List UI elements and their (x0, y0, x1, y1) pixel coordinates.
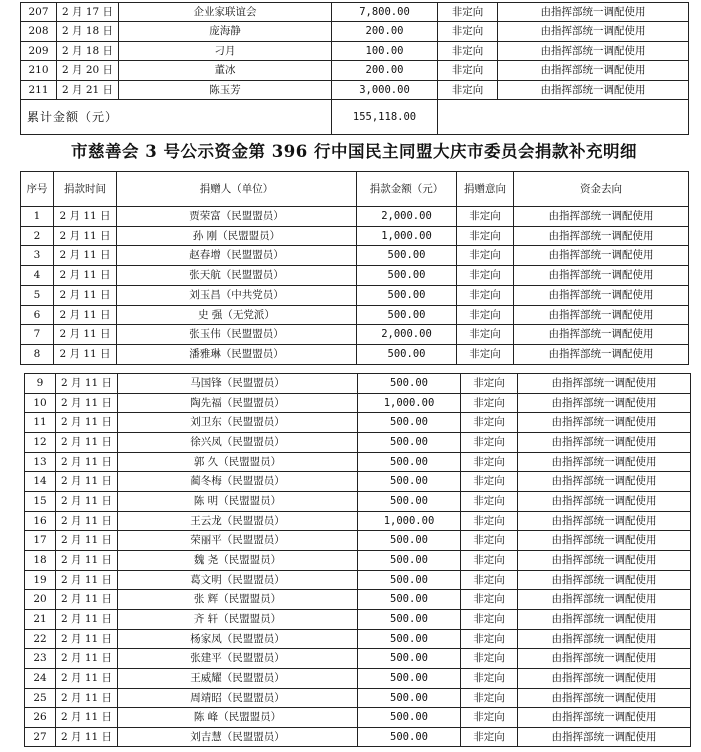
cell-no: 6 (21, 305, 54, 325)
cell-donor: 刁月 (119, 41, 332, 60)
cell-amount: 2,000.00 (357, 325, 457, 345)
cell-no: 8 (21, 344, 54, 364)
cell-intent: 非定向 (461, 727, 518, 747)
table-row (21, 3, 689, 22)
cell-intent: 非定向 (461, 472, 518, 492)
cell-amount: 500.00 (358, 649, 461, 669)
cell-date: 2 月 11 日 (56, 668, 118, 688)
cell-intent: 非定向 (457, 226, 514, 246)
cell-date: 2 月 11 日 (56, 550, 118, 570)
cell-use: 由指挥部统一调配使用 (518, 590, 691, 610)
cell-donor: 徐兴凤（民盟盟员） (118, 432, 358, 452)
cell-use: 由指挥部统一调配使用 (518, 570, 691, 590)
cell-amount: 500.00 (358, 413, 461, 433)
cell-amount: 500.00 (358, 491, 461, 511)
cell-no: 11 (25, 413, 56, 433)
cell-date: 2 月 11 日 (56, 727, 118, 747)
cell-date: 2 月 11 日 (56, 570, 118, 590)
cell-donor: 孙 刚（民盟盟员） (117, 226, 357, 246)
cell-date: 2 月 11 日 (56, 452, 118, 472)
cell-date: 2 月 11 日 (54, 305, 117, 325)
cell-use: 由指挥部统一调配使用 (518, 531, 691, 551)
cell-use: 由指挥部统一调配使用 (518, 413, 691, 433)
table-row (21, 61, 689, 80)
table-row (21, 266, 689, 286)
cell-amount: 500.00 (358, 708, 461, 728)
table-header (21, 172, 689, 207)
cell-intent: 非定向 (457, 266, 514, 286)
cell-donor: 王威耀（民盟盟员） (118, 668, 358, 688)
cell-donor: 马国锋（民盟盟员） (118, 374, 358, 394)
cell-intent: 非定向 (461, 590, 518, 610)
table-row (21, 80, 689, 99)
cell-date: 2 月 11 日 (56, 609, 118, 629)
cell-use: 由指挥部统一调配使用 (514, 246, 689, 266)
cell-date: 2 月 11 日 (54, 344, 117, 364)
cell-no: 211 (21, 80, 57, 99)
cell-date: 2 月 11 日 (56, 531, 118, 551)
cell-amount: 500.00 (358, 609, 461, 629)
cell-no: 12 (25, 432, 56, 452)
cell-use: 由指挥部统一调配使用 (518, 491, 691, 511)
cell-date: 2 月 11 日 (56, 708, 118, 728)
cell-intent: 非定向 (461, 393, 518, 413)
cell-amount: 500.00 (358, 727, 461, 747)
cell-no: 22 (25, 629, 56, 649)
cell-intent: 非定向 (461, 452, 518, 472)
cell-use: 由指挥部统一调配使用 (498, 22, 689, 41)
header-amount: 捐款金额（元） (357, 172, 457, 207)
table-row (21, 344, 689, 364)
cell-intent: 非定向 (461, 511, 518, 531)
cell-amount: 100.00 (332, 41, 438, 60)
cell-no: 9 (25, 374, 56, 394)
cell-use: 由指挥部统一调配使用 (514, 344, 689, 364)
cell-no: 4 (21, 266, 54, 286)
cell-use: 由指挥部统一调配使用 (514, 325, 689, 345)
cell-donor: 陈 峰（民盟盟员） (118, 708, 358, 728)
cell-amount: 1,000.00 (358, 393, 461, 413)
cell-use: 由指挥部统一调配使用 (518, 629, 691, 649)
cell-intent: 非定向 (438, 22, 498, 41)
table-row (25, 531, 691, 551)
cell-use: 由指挥部统一调配使用 (498, 3, 689, 22)
cell-donor: 齐 轩（民盟盟员） (118, 609, 358, 629)
cell-date: 2 月 21 日 (57, 80, 119, 99)
cell-no: 5 (21, 285, 54, 305)
table-row (25, 590, 691, 610)
cell-no: 16 (25, 511, 56, 531)
table-row (25, 413, 691, 433)
cell-donor: 荣丽平（民盟盟员） (118, 531, 358, 551)
cell-intent: 非定向 (461, 491, 518, 511)
donation-detail-table-continued (24, 373, 691, 747)
cell-amount: 500.00 (357, 246, 457, 266)
cell-intent: 非定向 (461, 609, 518, 629)
cell-intent: 非定向 (457, 285, 514, 305)
table-row (25, 550, 691, 570)
cell-donor: 潘雅琳（民盟盟员） (117, 344, 357, 364)
cell-donor: 王云龙（民盟盟员） (118, 511, 358, 531)
cell-donor: 张建平（民盟盟员） (118, 649, 358, 669)
cell-no: 210 (21, 61, 57, 80)
cell-date: 2 月 11 日 (56, 511, 118, 531)
cell-donor: 赵春增（民盟盟员） (117, 246, 357, 266)
cell-date: 2 月 20 日 (57, 61, 119, 80)
cell-amount: 500.00 (358, 531, 461, 551)
table-row (25, 432, 691, 452)
cell-no: 20 (25, 590, 56, 610)
cell-amount: 500.00 (358, 472, 461, 492)
table-row (21, 285, 689, 305)
cell-intent: 非定向 (461, 629, 518, 649)
table-row (25, 374, 691, 394)
cell-date: 2 月 11 日 (56, 393, 118, 413)
cell-no: 13 (25, 452, 56, 472)
cell-intent: 非定向 (438, 41, 498, 60)
cell-use: 由指挥部统一调配使用 (518, 609, 691, 629)
cell-date: 2 月 11 日 (54, 325, 117, 345)
cell-date: 2 月 11 日 (56, 649, 118, 669)
cell-no: 10 (25, 393, 56, 413)
cell-date: 2 月 11 日 (54, 207, 117, 227)
cell-date: 2 月 11 日 (56, 472, 118, 492)
cell-no: 18 (25, 550, 56, 570)
cell-date: 2 月 11 日 (56, 374, 118, 394)
cell-donor: 郭 久（民盟盟员） (118, 452, 358, 472)
cell-date: 2 月 11 日 (56, 688, 118, 708)
cell-intent: 非定向 (457, 344, 514, 364)
table-row (25, 511, 691, 531)
cell-use: 由指挥部统一调配使用 (518, 511, 691, 531)
cell-amount: 7,800.00 (332, 3, 438, 22)
table-row (25, 393, 691, 413)
summary-value: 155,118.00 (332, 100, 438, 135)
header-intent: 捐赠意向 (457, 172, 514, 207)
cell-use: 由指挥部统一调配使用 (514, 226, 689, 246)
cell-amount: 500.00 (357, 305, 457, 325)
table-row (21, 325, 689, 345)
cell-amount: 500.00 (358, 570, 461, 590)
cell-donor: 刘玉昌（中共党员） (117, 285, 357, 305)
cell-use: 由指挥部统一调配使用 (518, 668, 691, 688)
table-row (21, 246, 689, 266)
cell-intent: 非定向 (461, 649, 518, 669)
cell-use: 由指挥部统一调配使用 (518, 393, 691, 413)
cell-amount: 500.00 (358, 374, 461, 394)
cell-intent: 非定向 (461, 570, 518, 590)
cell-use: 由指挥部统一调配使用 (514, 266, 689, 286)
cell-use: 由指挥部统一调配使用 (514, 207, 689, 227)
cell-donor: 刘卫东（民盟盟员） (118, 413, 358, 433)
cell-no: 21 (25, 609, 56, 629)
table-row (21, 207, 689, 227)
cell-amount: 1,000.00 (357, 226, 457, 246)
cell-amount: 500.00 (358, 432, 461, 452)
table-row (25, 727, 691, 747)
cell-no: 3 (21, 246, 54, 266)
cell-donor: 蔺冬梅（民盟盟员） (118, 472, 358, 492)
cell-use: 由指挥部统一调配使用 (518, 727, 691, 747)
table-row (25, 688, 691, 708)
cell-no: 209 (21, 41, 57, 60)
cell-intent: 非定向 (438, 3, 498, 22)
table-row (25, 629, 691, 649)
cell-use: 由指挥部统一调配使用 (518, 649, 691, 669)
cell-use: 由指挥部统一调配使用 (518, 374, 691, 394)
cell-use: 由指挥部统一调配使用 (498, 41, 689, 60)
cell-date: 2 月 11 日 (54, 285, 117, 305)
table-row (25, 609, 691, 629)
donation-detail-table (20, 171, 689, 365)
cell-use: 由指挥部统一调配使用 (498, 80, 689, 99)
cell-intent: 非定向 (438, 61, 498, 80)
cell-amount: 200.00 (332, 61, 438, 80)
table-row (25, 649, 691, 669)
cell-donor: 葛文明（民盟盟员） (118, 570, 358, 590)
cell-donor: 张天航（民盟盟员） (117, 266, 357, 286)
cell-use: 由指挥部统一调配使用 (514, 305, 689, 325)
cell-intent: 非定向 (457, 325, 514, 345)
table-row (25, 570, 691, 590)
cell-donor: 贾荣富（民盟盟员） (117, 207, 357, 227)
cell-amount: 500.00 (358, 452, 461, 472)
cell-no: 208 (21, 22, 57, 41)
cell-donor: 张 辉（民盟盟员） (118, 590, 358, 610)
summary-row (21, 100, 689, 135)
header-use: 资金去向 (514, 172, 689, 207)
header-no: 序号 (21, 172, 54, 207)
cell-no: 14 (25, 472, 56, 492)
cell-no: 26 (25, 708, 56, 728)
cell-no: 207 (21, 3, 57, 22)
cell-use: 由指挥部统一调配使用 (498, 61, 689, 80)
cell-donor: 陶先福（民盟盟员） (118, 393, 358, 413)
cell-amount: 200.00 (332, 22, 438, 41)
cell-no: 27 (25, 727, 56, 747)
cell-intent: 非定向 (438, 80, 498, 99)
cell-date: 2 月 11 日 (56, 590, 118, 610)
page-title: 市慈善会 3 号公示资金第 396 行中国民主同盟大庆市委员会捐款补充明细 (71, 142, 637, 161)
cell-date: 2 月 11 日 (56, 413, 118, 433)
cell-amount: 500.00 (358, 688, 461, 708)
cell-donor: 杨家凤（民盟盟员） (118, 629, 358, 649)
cell-no: 25 (25, 688, 56, 708)
cell-intent: 非定向 (461, 708, 518, 728)
cell-intent: 非定向 (461, 550, 518, 570)
cell-use: 由指挥部统一调配使用 (518, 688, 691, 708)
table-row (25, 491, 691, 511)
summary-empty-cell (438, 100, 689, 135)
table-row (25, 708, 691, 728)
cell-intent: 非定向 (461, 413, 518, 433)
table-row (21, 41, 689, 60)
header-donor: 捐赠人（单位） (117, 172, 357, 207)
cell-intent: 非定向 (461, 688, 518, 708)
cell-date: 2 月 11 日 (54, 246, 117, 266)
cell-date: 2 月 11 日 (56, 432, 118, 452)
table-row (25, 452, 691, 472)
cell-intent: 非定向 (457, 207, 514, 227)
cell-no: 23 (25, 649, 56, 669)
previous-donation-table (20, 2, 689, 135)
cell-use: 由指挥部统一调配使用 (518, 432, 691, 452)
cell-use: 由指挥部统一调配使用 (518, 550, 691, 570)
cell-donor: 陈玉芳 (119, 80, 332, 99)
summary-label: 累计金额（元） (21, 100, 332, 135)
cell-no: 24 (25, 668, 56, 688)
cell-amount: 500.00 (358, 629, 461, 649)
cell-donor: 陈 明（民盟盟员） (118, 491, 358, 511)
cell-donor: 董冰 (119, 61, 332, 80)
table-row (21, 305, 689, 325)
cell-date: 2 月 18 日 (57, 41, 119, 60)
cell-use: 由指挥部统一调配使用 (518, 472, 691, 492)
cell-intent: 非定向 (461, 668, 518, 688)
cell-amount: 1,000.00 (358, 511, 461, 531)
table-row (25, 472, 691, 492)
cell-donor: 周靖昭（民盟盟员） (118, 688, 358, 708)
cell-intent: 非定向 (461, 531, 518, 551)
cell-intent: 非定向 (461, 432, 518, 452)
table-row (21, 226, 689, 246)
cell-date: 2 月 17 日 (57, 3, 119, 22)
cell-use: 由指挥部统一调配使用 (518, 708, 691, 728)
cell-date: 2 月 11 日 (56, 629, 118, 649)
cell-intent: 非定向 (457, 246, 514, 266)
cell-use: 由指挥部统一调配使用 (514, 285, 689, 305)
cell-no: 17 (25, 531, 56, 551)
cell-donor: 企业家联谊会 (119, 3, 332, 22)
cell-date: 2 月 11 日 (56, 491, 118, 511)
cell-amount: 500.00 (358, 668, 461, 688)
cell-amount: 500.00 (357, 285, 457, 305)
cell-date: 2 月 18 日 (57, 22, 119, 41)
cell-amount: 3,000.00 (332, 80, 438, 99)
cell-donor: 刘吉慧（民盟盟员） (118, 727, 358, 747)
cell-no: 7 (21, 325, 54, 345)
cell-donor: 史 强（无党派） (117, 305, 357, 325)
table-row (21, 22, 689, 41)
cell-donor: 魏 尧（民盟盟员） (118, 550, 358, 570)
cell-donor: 张玉伟（民盟盟员） (117, 325, 357, 345)
cell-intent: 非定向 (457, 305, 514, 325)
cell-donor: 庞海静 (119, 22, 332, 41)
cell-no: 15 (25, 491, 56, 511)
cell-amount: 500.00 (358, 550, 461, 570)
table-row (25, 668, 691, 688)
cell-no: 1 (21, 207, 54, 227)
cell-use: 由指挥部统一调配使用 (518, 452, 691, 472)
cell-amount: 2,000.00 (357, 207, 457, 227)
cell-no: 19 (25, 570, 56, 590)
cell-date: 2 月 11 日 (54, 266, 117, 286)
cell-no: 2 (21, 226, 54, 246)
cell-date: 2 月 11 日 (54, 226, 117, 246)
cell-amount: 500.00 (358, 590, 461, 610)
cell-intent: 非定向 (461, 374, 518, 394)
cell-amount: 500.00 (357, 344, 457, 364)
cell-amount: 500.00 (357, 266, 457, 286)
header-date: 捐款时间 (54, 172, 117, 207)
